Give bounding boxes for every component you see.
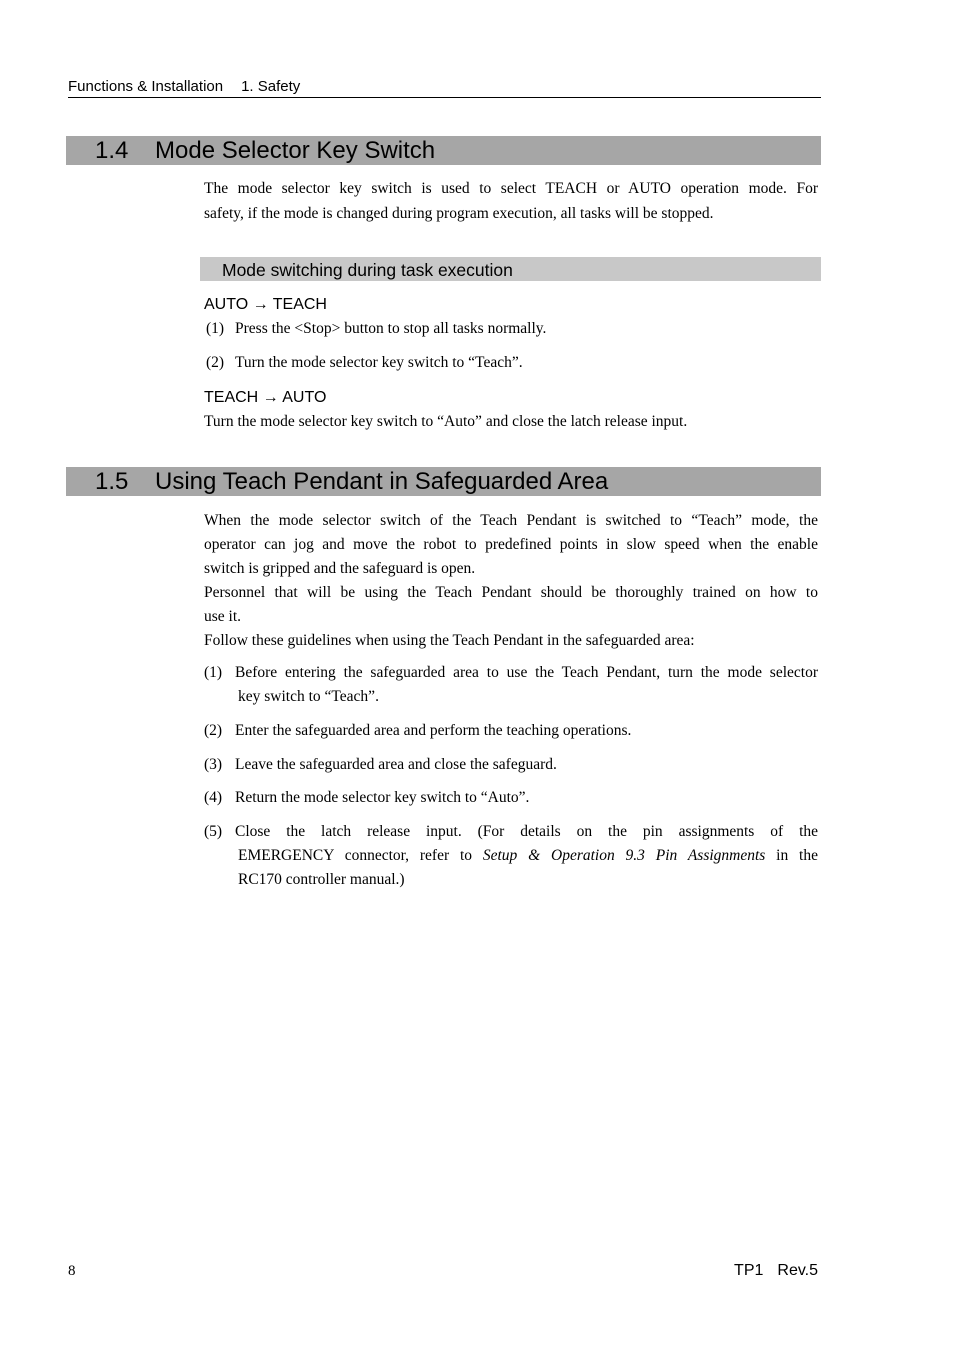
para3: Follow these guidelines when using the Teach Pendant in the safeguarded area:: [204, 632, 695, 649]
item-text-continued: RC170 controller manual.): [238, 871, 405, 888]
text-segment: EMERGENCY connector, refer to: [238, 847, 483, 864]
list-item: [204, 753, 818, 777]
list-item: [204, 351, 818, 375]
item-text: Press the <Stop> button to stop all tasks normally.: [235, 320, 547, 337]
para2-line-2: use it.: [204, 608, 242, 625]
header-part: Functions & Installation: [68, 78, 224, 95]
auto-to-teach-label: AUTO → TEACH: [204, 296, 327, 313]
revision: Rev.5: [777, 1262, 818, 1279]
section-title: Mode Selector Key Switch: [155, 137, 436, 164]
item-text: Leave the safeguarded area and close the safeguard.: [235, 756, 557, 773]
para1-line-2: operator can jog and move the robot to predefined points in slow speed when the enable: [204, 536, 818, 553]
section-heading-1-5: [66, 467, 821, 496]
item-number: (1): [206, 320, 225, 337]
list-item: [204, 317, 818, 341]
section-number: 1.4: [95, 137, 129, 164]
para2-line-1: Personnel that will be using the Teach Pendant should be thoroughly trained on how to: [204, 584, 818, 601]
intro-line-2: safety, if the mode is changed during program execution, all tasks will be stopped.: [204, 205, 714, 222]
section-number: 1.5: [95, 468, 129, 495]
page-number: 8: [68, 1263, 76, 1279]
running-header: [68, 78, 821, 98]
item-text: Before entering the safeguarded area to use the Teach Pendant, turn the mode selector: [235, 664, 818, 681]
para1-line-3: switch is gripped and the safeguard is open.: [204, 560, 476, 577]
section-title: Using Teach Pendant in Safeguarded Area: [155, 468, 609, 495]
list-item: [204, 719, 818, 743]
list-item: [204, 820, 818, 892]
item-text: Close the latch release input. (For details on the pin assignments of the: [235, 823, 818, 840]
item-text: Turn the mode selector key switch to “Teach”.: [235, 354, 523, 371]
item-number: (1): [204, 664, 223, 681]
header-chapter: 1. Safety: [241, 78, 301, 95]
item-text-continued: [238, 844, 818, 868]
item-number: (2): [206, 354, 225, 371]
item-text: Return the mode selector key switch to “Auto”.: [235, 789, 530, 806]
manual-reference: Setup & Operation 9.3 Pin Assignments: [482, 847, 766, 864]
section-heading-1-4: [66, 136, 821, 165]
teach-to-auto-text: Turn the mode selector key switch to “Auto” and close the latch release input.: [204, 413, 688, 430]
teach-to-auto-label: TEACH → AUTO: [204, 389, 327, 406]
list-item: [204, 786, 818, 810]
item-number: (5): [204, 823, 223, 840]
item-number: (2): [204, 722, 223, 739]
subsection-title: Mode switching during task execution: [222, 260, 513, 280]
footer-doc-info: [734, 1262, 818, 1280]
item-number: (3): [204, 756, 223, 773]
item-text-continued: key switch to “Teach”.: [238, 688, 379, 705]
item-text: Enter the safeguarded area and perform the teaching operations.: [235, 722, 632, 739]
list-item: [204, 661, 818, 709]
doc-id: TP1: [734, 1262, 764, 1279]
intro-line-1: The mode selector key switch is used to select TEACH or AUTO operation mode. For: [204, 180, 818, 197]
para1-line-1: When the mode selector switch of the Teach Pendant is switched to “Teach” mode, the: [204, 512, 818, 529]
text-segment: in the: [765, 847, 818, 864]
item-number: (4): [204, 789, 223, 806]
subsection-heading: [200, 257, 821, 281]
